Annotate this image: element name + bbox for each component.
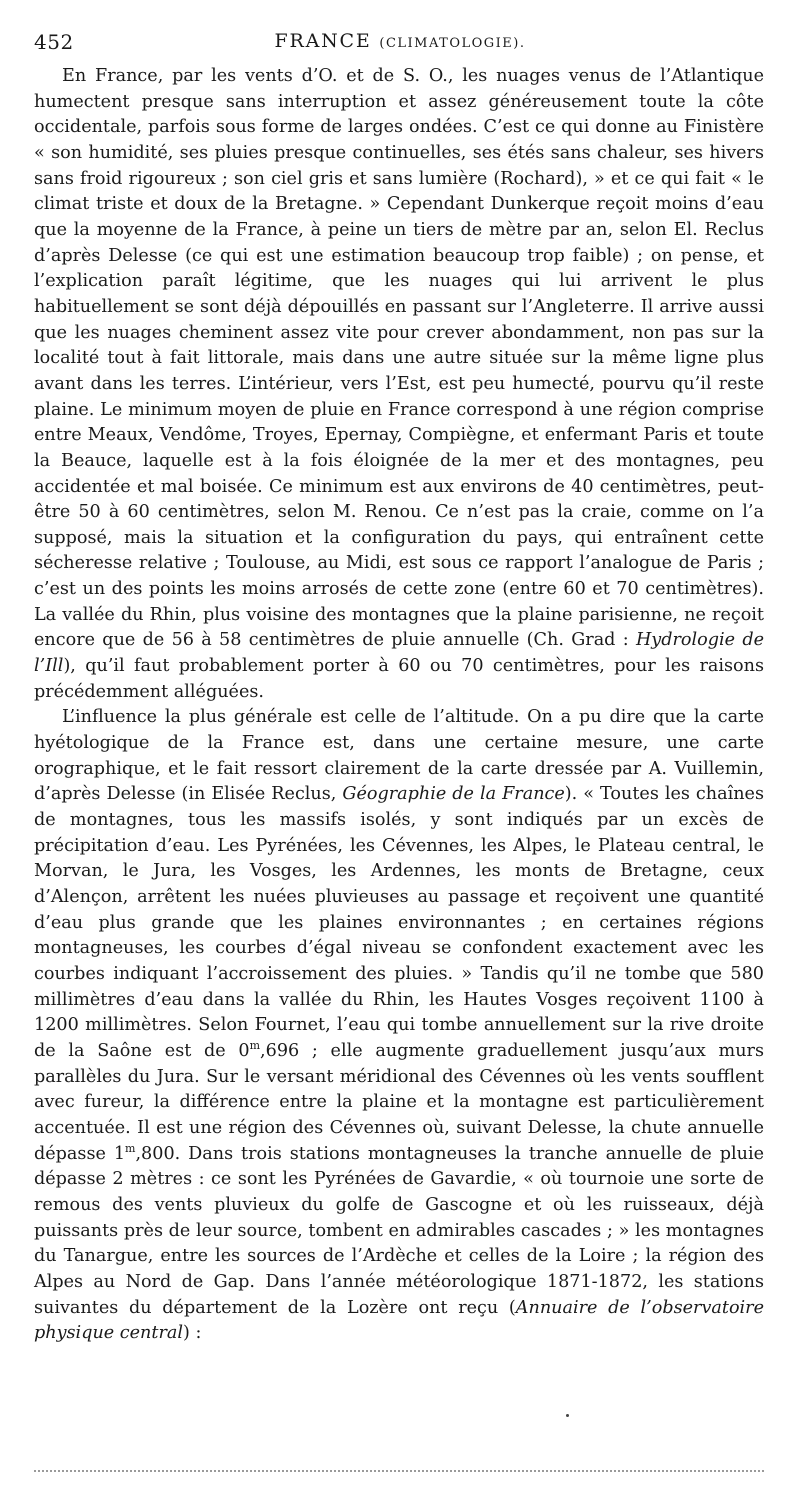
header-title-main: FRANCE	[274, 30, 372, 52]
italic-title: Annuaire de l’observatoire physique central	[34, 1297, 764, 1344]
text-run: ). « Toutes les chaînes de montagnes, tous les massifs isolés, y sont indiqués par un excès de précipitation d’eau. Les Pyrénées, les Cévennes, les Alpes, le Plateau central, le Morvan, le Jura, les Vosges, les Ardennes, les monts de Bretagne, ceux d’Alençon, arrêtent les nuées pluvieuses au passage et reçoivent une quantité d’eau plus grande que les plaines environnantes ; en certaines régions montagneuses, les courbes d’égal niveau se confondent exactement avec les courbes indiquant l’accroissement des pluies. » Tandis qu’il ne tombe que 580 millimètres d’eau dans la vallée du Rhin, les Hautes Vosges reçoivent 1100 à 1200 millimètres. Selon Fournet, l’eau qui tombe annuellement sur la rive droite de la Saône est de 0	[34, 784, 765, 1061]
text-run: ,800. Dans trois stations montagneuses la tranche annuelle de pluie dépasse 2 mètres : ce sont les Pyrénées de Gavardie, « où tournoie une sorte de remous des vents pluvieux du golfe de Gascogne et où les ruisseaux, déjà puissants près de leur source, tombent en admirables cascades ; » les montagnes du Tanargue, entre les sources de l’Ardèche et celles de la Loire ; la région des Alpes au Nord de Gap. Dans l’année météorologique 1871-1872, les stations suivantes du département de la Lozère ont reçu (	[34, 1143, 765, 1318]
page-number: 452	[34, 30, 74, 54]
header-title-subtitle: (CLIMATOLOGIE).	[379, 36, 526, 51]
footer-dotted-rule	[34, 1470, 764, 1472]
text-run: ), qu’il faut probablement porter à 60 ou 70 centimètres, pour les raisons précédemment alléguées.	[34, 656, 764, 702]
unit-superscript: m	[125, 1141, 136, 1155]
header-title	[34, 30, 766, 52]
stray-dot-mark	[566, 1414, 569, 1417]
italic-title: Hydrologie de l’Ill	[34, 630, 764, 677]
text-run: En France, par les vents d’O. et de S. O., les nuages venus de l’Atlantique humectent presque sans interruption et assez généreusement toute la côte occidentale, parfois sous forme de larges ondées. C’est ce qui donne au Finistère « son humidité, ses pluies presque continuelles, ses étés sans chaleur, ses hivers sans froid rigoureux ; son ciel gris et sans lumière (Rochard), » et ce qui fait « le climat triste et doux de la Bretagne. » Cependant Dunkerque reçoit moins d’eau que la moyenne de la France, à peine un tiers de mètre par an, selon El. Reclus d’après Delesse (ce qui est une estimation beaucoup trop faible) ; on pense, et l’explication paraît légitime, que les nuages qui lui arrivent le plus habituellement se sont déjà dépouillés en passant sur l’Angleterre. Il arrive aussi que les nuages cheminent assez vite pour crever abondamment, non pas sur la localité tout à fait littorale, mais dans une autre située sur la même ligne plus avant dans les terres. L’intérieur, vers l’Est, est peu humecté, pourvu qu’il reste plaine. Le minimum moyen de pluie en France correspond à une région comprise entre Meaux, Vendôme, Troyes, Epernay, Compiègne, et enfermant Paris et toute la Beauce, laquelle est à la fois éloignée de la mer et des montagnes, peu accidentée et mal boisée. Ce minimum est aux environs de 40 centimètres, peut-être 50 à 60 centimètres, selon M. Renou. Ce n’est pas la craie, comme on l’a supposé, mais la situation et la configuration du pays, qui entraînent cette sécheresse relative ; Toulouse, au Midi, est sous ce rapport l’analogue de Paris ; c’est un des points les moins arrosés de cette zone (entre 60 et 70 centimètres). La vallée du Rhin, plus voisine des montagnes que la plaine parisienne, ne reçoit encore que de 56 à 58 centimètres de pluie annuelle (Ch. Grad :	[34, 66, 764, 651]
text-run: ) :	[182, 1323, 202, 1344]
unit-superscript: m	[249, 1038, 261, 1052]
italic-title: Géographie de la France	[342, 784, 565, 805]
paragraph	[34, 705, 764, 1346]
text-run: L’influence la plus générale est celle de l’altitude. On a pu dire que la carte hyétologique de la France est, dans une certaine mesure, une carte orographique, et le fait ressort clairement de la carte dressée par A. Vuillemin, d’après Delesse (in Elisée Reclus,	[34, 707, 764, 805]
running-head	[34, 30, 766, 60]
paragraph	[34, 64, 764, 705]
body-text	[34, 64, 764, 1347]
text-run: ,696 ; elle augmente graduellement jusqu’aux murs parallèles du Jura. Sur le versant méridional des Cévennes où les vents soufflent avec fureur, la différence entre la plaine et la montagne est particulièrement accentuée. Il est une région des Cévennes où, suivant Delesse, la chute annuelle dépasse 1	[34, 1040, 764, 1164]
